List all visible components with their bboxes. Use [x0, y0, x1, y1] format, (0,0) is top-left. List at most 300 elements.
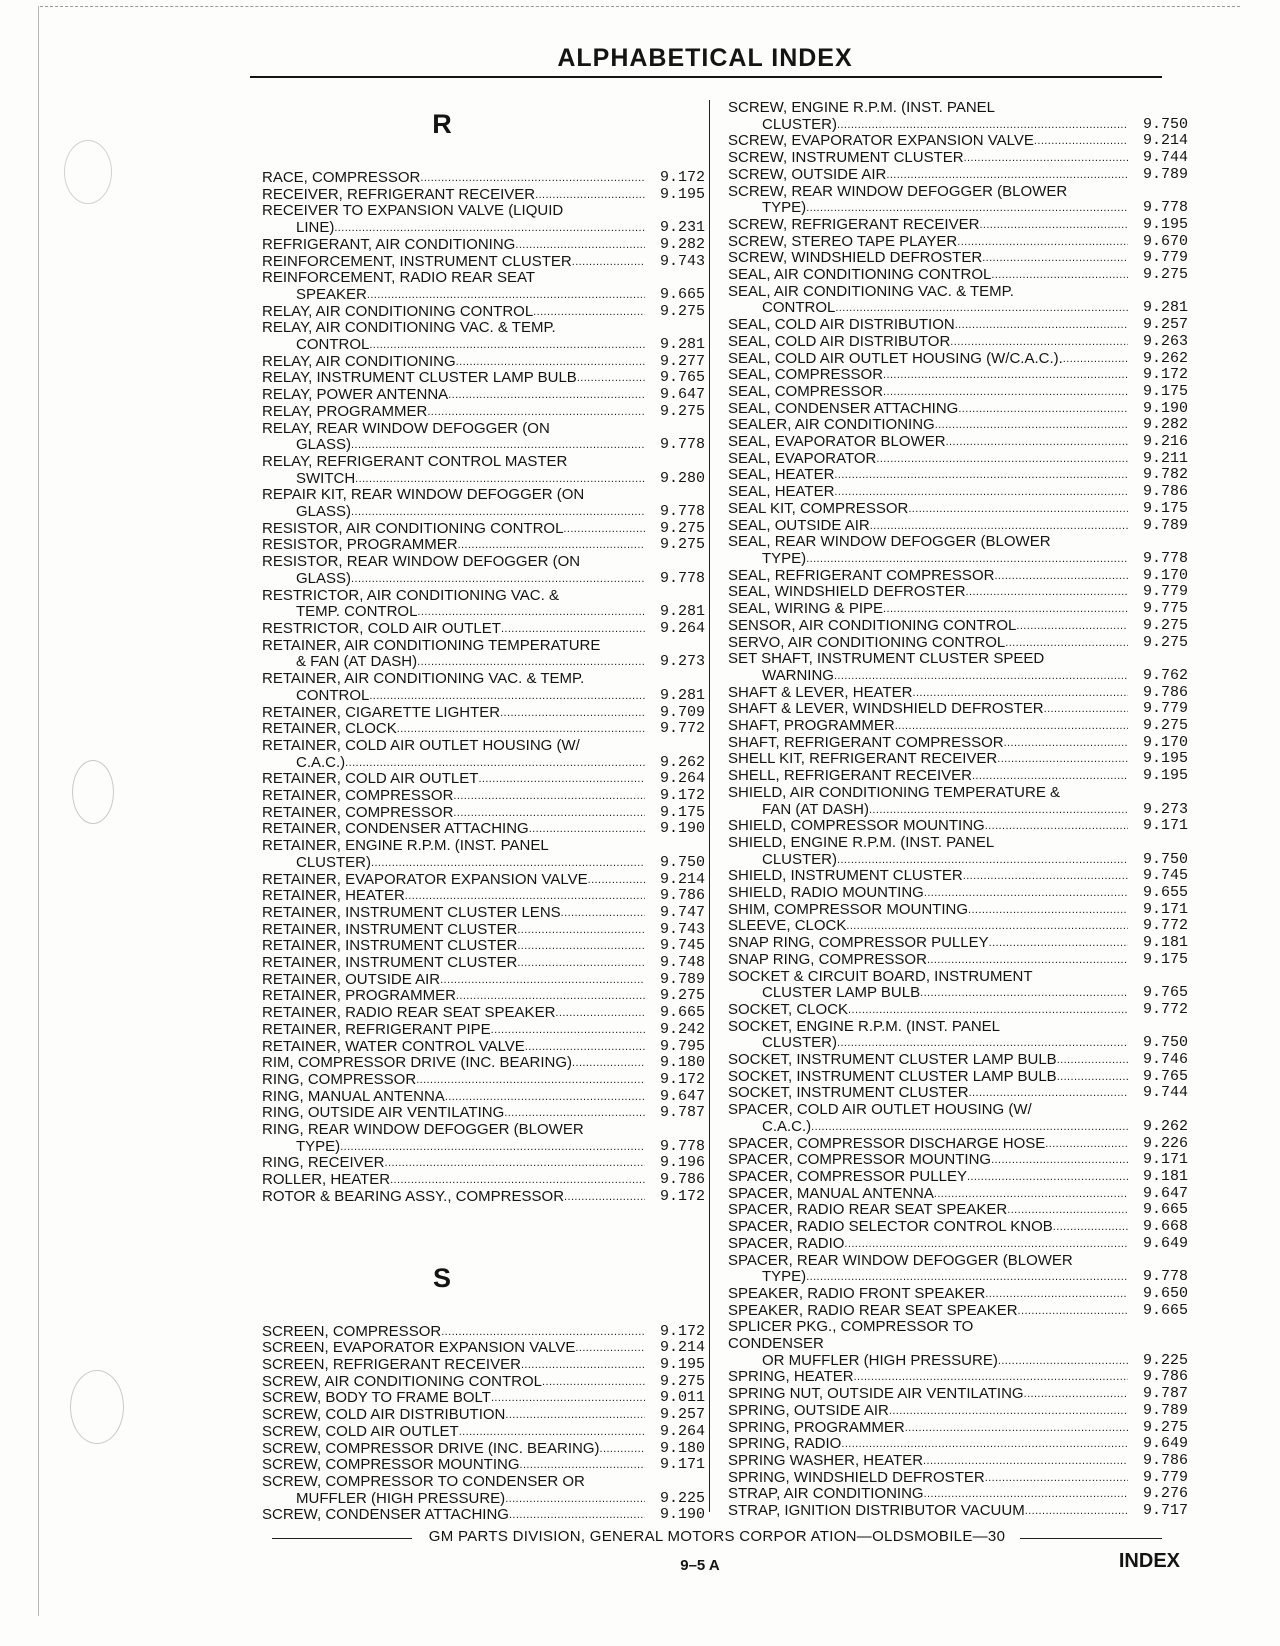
punch-hole-mark — [64, 140, 112, 204]
index-entry — [728, 1503, 1188, 1520]
entry-page: 9.275 — [1142, 1418, 1188, 1436]
index-entry — [262, 838, 705, 855]
entry-page: 9.655 — [1142, 884, 1188, 902]
index-entry — [728, 534, 1188, 551]
index-entry — [262, 972, 705, 989]
index-entry — [262, 370, 705, 387]
index-entry — [728, 668, 1188, 685]
index-entry — [262, 1340, 705, 1357]
dot-leader — [908, 501, 1128, 518]
entry-text: CLUSTER) — [296, 853, 372, 871]
index-entry — [262, 287, 705, 304]
entry-page: 9.786 — [1142, 1451, 1188, 1469]
entry-text: SCREW, CONDENSER ATTACHING — [262, 1506, 509, 1524]
entry-page: 9.779 — [1142, 1468, 1188, 1486]
dot-leader — [837, 852, 1128, 869]
index-entry — [262, 738, 705, 755]
index-entry — [728, 234, 1188, 251]
right-column — [728, 100, 1188, 1520]
left-column — [262, 100, 705, 1524]
dot-leader — [963, 868, 1128, 885]
entry-page: 9.665 — [659, 1004, 705, 1022]
entry-page: 9.195 — [1142, 767, 1188, 785]
entry-text: RETAINER, COMPRESSOR — [262, 787, 454, 805]
entry-spacer — [1014, 284, 1188, 301]
dot-leader — [334, 220, 645, 237]
dot-leader — [505, 1407, 645, 1424]
entry-text: SHELL, REFRIGERANT RECEIVER — [728, 767, 972, 785]
entry-text: SET SHAFT, INSTRUMENT CLUSTER SPEED — [728, 650, 1045, 668]
entry-text: RETAINER, REFRIGERANT PIPE — [262, 1020, 491, 1038]
index-entry — [728, 1353, 1188, 1370]
entry-page: 9.782 — [1142, 466, 1188, 484]
index-entry — [728, 284, 1188, 301]
index-entry — [728, 802, 1188, 819]
index-entry — [262, 621, 705, 638]
entry-page: 9.779 — [1142, 249, 1188, 267]
entry-text: SPRING WASHER, HEATER — [728, 1451, 924, 1469]
index-entry — [728, 618, 1188, 635]
entry-text: RING, OUTSIDE AIR VENTILATING — [262, 1104, 505, 1122]
dot-leader — [427, 404, 645, 421]
entry-text: SPACER, COMPRESSOR PULLEY — [728, 1168, 967, 1185]
index-entry — [728, 1369, 1188, 1386]
entry-page: 9.762 — [1142, 666, 1188, 684]
entry-text: SOCKET, INSTRUMENT CLUSTER LAMP BULB — [728, 1067, 1057, 1085]
index-entry — [262, 805, 705, 822]
dot-leader — [456, 988, 645, 1005]
entry-text: RELAY, AIR CONDITIONING — [262, 352, 456, 370]
dot-leader — [870, 518, 1128, 535]
index-entry — [262, 1139, 705, 1156]
entry-text: SNAP RING, COMPRESSOR — [728, 950, 927, 968]
index-entry — [262, 588, 705, 605]
index-entry — [728, 902, 1188, 919]
entry-text: RETAINER, COMPRESSOR — [262, 803, 454, 821]
entry-text: SPACER, COMPRESSOR DISCHARGE HOSE — [728, 1134, 1046, 1152]
entry-text: SCREW, ENGINE R.P.M. (INST. PANEL — [728, 99, 995, 116]
index-entry — [728, 584, 1188, 601]
entry-page: 9.709 — [659, 703, 705, 721]
entry-text: WARNING — [762, 666, 834, 684]
index-entry — [262, 1172, 705, 1189]
entry-text: SEAL, AIR CONDITIONING CONTROL — [728, 266, 992, 284]
entry-text: SEAL, CONDENSER ATTACHING — [728, 399, 959, 417]
dot-leader — [369, 337, 645, 354]
dot-leader — [1063, 351, 1128, 368]
entry-page: 9.750 — [1142, 850, 1188, 868]
dot-leader — [969, 1085, 1128, 1102]
entry-page: 9.196 — [659, 1154, 705, 1172]
entry-text: RING, RECEIVER — [262, 1154, 385, 1172]
index-entry — [728, 718, 1188, 735]
index-entry — [728, 918, 1188, 935]
entry-spacer — [1051, 534, 1188, 551]
index-entry — [728, 401, 1188, 418]
dot-leader — [806, 1269, 1128, 1286]
dot-leader — [340, 1139, 645, 1156]
dot-leader — [517, 922, 645, 939]
dot-leader — [458, 537, 645, 554]
index-entry — [262, 922, 705, 939]
dot-leader — [509, 1507, 645, 1524]
entry-text: SCREW, COLD AIR DISTRIBUTION — [262, 1406, 506, 1424]
entry-page: 9.262 — [1142, 1117, 1188, 1135]
dot-leader — [371, 855, 645, 872]
entry-page: 9.275 — [1142, 717, 1188, 735]
dot-leader — [417, 604, 645, 621]
index-entry — [728, 1486, 1188, 1503]
entry-page: 9.779 — [1142, 583, 1188, 601]
entry-page: 9.649 — [1142, 1435, 1188, 1453]
dot-leader — [500, 705, 645, 722]
entry-text: SCREW, COMPRESSOR DRIVE (INC. BEARING) — [262, 1439, 600, 1457]
entry-page: 9.225 — [659, 1489, 705, 1507]
index-entry — [262, 905, 705, 922]
entry-spacer — [584, 487, 705, 504]
dot-leader — [517, 938, 645, 955]
entry-page: 9.175 — [1142, 382, 1188, 400]
dot-leader — [416, 1072, 645, 1089]
index-entry — [262, 721, 705, 738]
dot-leader — [834, 484, 1128, 501]
index-entry — [262, 1474, 705, 1491]
entry-text: SCREW, BODY TO FRAME BOLT — [262, 1389, 491, 1407]
dot-leader — [535, 187, 645, 204]
entry-spacer — [1032, 969, 1188, 986]
index-entry — [728, 1219, 1188, 1236]
entry-page: 9.275 — [659, 1372, 705, 1390]
index-entry — [262, 1424, 705, 1441]
entry-page: 9.787 — [659, 1104, 705, 1122]
index-entry — [262, 638, 705, 655]
entry-text: REPAIR KIT, REAR WINDOW DEFOGGER (ON — [262, 486, 585, 504]
entry-text: C.A.C.) — [762, 1117, 812, 1135]
index-entry — [262, 304, 705, 321]
dot-leader — [520, 1457, 645, 1474]
entry-page: 9.263 — [1142, 332, 1188, 350]
entry-page: 9.744 — [1142, 149, 1188, 167]
entry-text: TYPE) — [296, 1137, 341, 1155]
dot-leader — [869, 802, 1128, 819]
index-entry — [262, 855, 705, 872]
entry-text: SOCKET, INSTRUMENT CLUSTER — [728, 1084, 969, 1102]
index-entry — [728, 200, 1188, 217]
index-entry — [262, 1155, 705, 1172]
dot-leader — [889, 1403, 1128, 1420]
index-entry — [262, 571, 705, 588]
entry-text: RECEIVER, REFRIGERANT RECEIVER — [262, 185, 536, 203]
entry-page: 9.778 — [659, 1137, 705, 1155]
entry-page: 9.264 — [659, 1422, 705, 1440]
entry-page: 9.276 — [1142, 1485, 1188, 1503]
entry-text: C.A.C.) — [296, 753, 346, 771]
dot-leader — [946, 434, 1128, 451]
index-entry — [262, 1039, 705, 1056]
index-entry — [728, 1102, 1188, 1119]
entry-text: SEAL, COMPRESSOR — [728, 382, 884, 400]
entry-text: RETAINER, ENGINE R.P.M. (INST. PANEL — [262, 837, 549, 855]
entry-text: SCREEN, COMPRESSOR — [262, 1322, 442, 1340]
entry-text: REFRIGERANT, AIR CONDITIONING — [262, 235, 516, 253]
index-entry — [728, 1035, 1188, 1052]
entry-page: 9.170 — [1142, 733, 1188, 751]
entry-spacer — [580, 738, 705, 755]
entry-text: SEAL, REFRIGERANT COMPRESSOR — [728, 566, 995, 584]
dot-leader — [982, 250, 1128, 267]
entry-page: 9.172 — [659, 787, 705, 805]
dot-leader — [985, 1470, 1128, 1487]
entry-page: 9.242 — [659, 1020, 705, 1038]
entry-text: SPRING, PROGRAMMER — [728, 1418, 905, 1436]
entry-page: 9.172 — [659, 1070, 705, 1088]
entry-page: 9.744 — [1142, 1084, 1188, 1102]
entry-page: 9.180 — [659, 1439, 705, 1457]
entry-spacer — [567, 454, 705, 471]
dot-leader — [886, 167, 1128, 184]
entry-page: 9.647 — [659, 1087, 705, 1105]
entry-text: RETAINER, COLD AIR OUTLET — [262, 770, 479, 788]
entry-page: 9.786 — [1142, 1368, 1188, 1386]
entry-page: 9.789 — [1142, 516, 1188, 534]
dot-leader — [994, 568, 1128, 585]
dot-leader — [958, 401, 1128, 418]
entry-page: 9.786 — [1142, 683, 1188, 701]
entry-page: 9.275 — [1142, 266, 1188, 284]
index-entry — [728, 735, 1188, 752]
entry-page: 9.195 — [1142, 215, 1188, 233]
page-number: 9–5 A — [680, 1557, 720, 1574]
entry-page: 9.216 — [1142, 433, 1188, 451]
entry-text: CONTROL — [762, 299, 836, 317]
index-entry — [728, 1286, 1188, 1303]
entry-text: RING, MANUAL ANTENNA — [262, 1087, 445, 1105]
entry-page: 9.171 — [1142, 817, 1188, 835]
index-entry — [728, 1085, 1188, 1102]
footer-publisher: GM PARTS DIVISION, GENERAL MOTORS CORPOR ATION—OLDSMOBILE—30 — [428, 1528, 1006, 1545]
entry-text: SPACER, COMPRESSOR MOUNTING — [728, 1151, 992, 1169]
index-entry — [262, 1324, 705, 1341]
entry-page: 9.275 — [659, 987, 705, 1005]
entry-text: & FAN (AT DASH) — [296, 653, 418, 671]
punch-hole-mark — [70, 1370, 124, 1444]
entry-text: SHAFT & LEVER, WINDSHIELD DEFROSTER — [728, 700, 1044, 718]
index-entry — [262, 170, 705, 187]
index-entry — [262, 1055, 705, 1072]
index-entry — [728, 351, 1188, 368]
entry-page: 9.789 — [1142, 165, 1188, 183]
index-entry — [262, 1457, 705, 1474]
index-entry — [728, 651, 1188, 668]
dot-leader — [923, 1453, 1128, 1470]
dot-leader — [1024, 1386, 1128, 1403]
entry-spacer — [580, 554, 705, 571]
entry-page: 9.171 — [1142, 900, 1188, 918]
entry-text: CLUSTER) — [762, 1034, 838, 1052]
entry-page: 9.275 — [659, 536, 705, 554]
index-entry — [262, 1005, 705, 1022]
scan-left-edge — [38, 6, 39, 1616]
dot-leader — [390, 1172, 645, 1189]
index-entry — [262, 1374, 705, 1391]
entry-text: CONTROL — [296, 686, 370, 704]
entry-text: RESISTOR, PROGRAMMER — [262, 536, 458, 554]
entry-text: FAN (AT DASH) — [762, 800, 869, 818]
entry-page: 9.171 — [659, 1456, 705, 1474]
entry-page: 9.231 — [659, 219, 705, 237]
index-entry — [262, 604, 705, 621]
index-entry — [728, 1403, 1188, 1420]
index-entry — [728, 384, 1188, 401]
index-entry — [728, 184, 1188, 201]
index-entry — [728, 952, 1188, 969]
dot-leader — [525, 1039, 645, 1056]
dot-leader — [417, 654, 645, 671]
index-entry — [262, 220, 705, 237]
entry-text: RING, REAR WINDOW DEFOGGER (BLOWER — [262, 1121, 584, 1139]
dot-leader — [834, 467, 1128, 484]
dot-leader — [985, 818, 1128, 835]
index-entry — [262, 1072, 705, 1089]
entry-text: SEAL, HEATER — [728, 466, 835, 484]
index-entry — [262, 1441, 705, 1458]
index-entry — [728, 1052, 1188, 1069]
dot-leader — [397, 721, 645, 738]
entry-page: 9.275 — [659, 519, 705, 537]
entry-text: SPEAKER — [296, 285, 367, 303]
dot-leader — [420, 170, 645, 187]
entry-page: 9.275 — [1142, 616, 1188, 634]
entry-page: 9.011 — [659, 1389, 705, 1407]
index-entry — [728, 969, 1188, 986]
entry-text: SERVO, AIR CONDITIONING CONTROL — [728, 633, 1006, 651]
entry-text: RETAINER, INSTRUMENT CLUSTER — [262, 954, 518, 972]
entry-text: SEAL, COLD AIR DISTRIBUTOR — [728, 332, 951, 350]
entry-spacer — [1044, 651, 1188, 668]
dot-leader — [1025, 1503, 1128, 1520]
index-entry — [262, 938, 705, 955]
entry-page: 9.262 — [659, 753, 705, 771]
entry-page: 9.273 — [1142, 800, 1188, 818]
index-entry — [728, 334, 1188, 351]
entry-text: TEMP. CONTROL — [296, 603, 418, 621]
entry-text: RETAINER, INSTRUMENT CLUSTER LENS — [262, 903, 561, 921]
index-entry — [728, 1119, 1188, 1136]
entry-text: SCREW, AIR CONDITIONING CONTROL — [262, 1372, 543, 1390]
entry-text: TYPE) — [762, 199, 807, 217]
entry-text: SCREW, WINDSHIELD DEFROSTER — [728, 249, 983, 267]
entry-page: 9.262 — [1142, 349, 1188, 367]
entry-page: 9.273 — [659, 653, 705, 671]
index-entry — [262, 988, 705, 1005]
dot-leader — [575, 1340, 645, 1357]
entry-text: ROTOR & BEARING ASSY., COMPRESSOR — [262, 1187, 565, 1205]
entry-page: 9.277 — [659, 352, 705, 370]
dot-leader — [841, 1436, 1128, 1453]
entry-page: 9.172 — [659, 1322, 705, 1340]
entry-page: 9.750 — [1142, 115, 1188, 133]
index-entry — [262, 888, 705, 905]
index-entry — [728, 1470, 1188, 1487]
dot-leader — [1057, 1069, 1128, 1086]
index-entry — [728, 1453, 1188, 1470]
dot-leader — [883, 601, 1128, 618]
dot-leader — [572, 1055, 645, 1072]
dot-leader — [957, 234, 1128, 251]
dot-leader — [848, 1002, 1128, 1019]
entry-text: RETAINER, OUTSIDE AIR — [262, 970, 441, 988]
index-entry — [728, 417, 1188, 434]
entry-text: RETAINER, RADIO REAR SEAT SPEAKER — [262, 1004, 556, 1022]
entry-page: 9.650 — [1142, 1284, 1188, 1302]
entry-text: TYPE) — [762, 1268, 807, 1286]
index-entry — [262, 487, 705, 504]
entry-page: 9.743 — [659, 920, 705, 938]
dot-leader — [1053, 1219, 1128, 1236]
section-gap — [262, 1206, 705, 1254]
entry-text: STRAP, IGNITION DISTRIBUTOR VACUUM — [728, 1502, 1025, 1520]
index-entry — [728, 818, 1188, 835]
dot-leader — [572, 254, 645, 271]
dot-leader — [966, 584, 1128, 601]
index-entry — [728, 635, 1188, 652]
index-entry — [262, 788, 705, 805]
entry-page: 9.257 — [659, 1406, 705, 1424]
entry-page: 9.772 — [659, 720, 705, 738]
index-entry — [728, 484, 1188, 501]
entry-page: 9.670 — [1142, 232, 1188, 250]
dot-leader — [351, 437, 645, 454]
entry-text: SCREEN, EVAPORATOR EXPANSION VALVE — [262, 1339, 576, 1357]
dot-leader — [453, 788, 645, 805]
entry-text: SEALER, AIR CONDITIONING — [728, 416, 935, 434]
entry-page: 9.786 — [659, 1171, 705, 1189]
entry-page: 9.281 — [659, 686, 705, 704]
dot-leader — [935, 417, 1128, 434]
dot-leader — [505, 1491, 645, 1508]
entry-text: SPACER, RADIO REAR SEAT SPEAKER — [728, 1201, 1008, 1219]
entry-text: SHELL KIT, REFRIGERANT RECEIVER — [728, 750, 998, 768]
entry-text: SPEAKER, RADIO REAR SEAT SPEAKER — [728, 1301, 1018, 1319]
entry-page: 9.765 — [1142, 984, 1188, 1002]
entry-spacer — [1000, 1019, 1188, 1036]
index-entry — [262, 270, 705, 287]
entry-page: 9.779 — [1142, 700, 1188, 718]
index-entry — [728, 250, 1188, 267]
dot-leader — [561, 905, 645, 922]
entry-text: SCREW, COLD AIR OUTLET — [262, 1422, 459, 1440]
dot-leader — [920, 985, 1128, 1002]
dot-leader — [453, 805, 645, 822]
index-entry — [728, 300, 1188, 317]
entry-text: RESTRICTOR, AIR CONDITIONING VAC. & — [262, 586, 559, 604]
entry-page: 9.281 — [1142, 299, 1188, 317]
dot-leader — [989, 935, 1128, 952]
dot-leader — [459, 1424, 645, 1441]
dot-leader — [1057, 1052, 1128, 1069]
dot-leader — [600, 1441, 645, 1458]
entry-page: 9.281 — [659, 603, 705, 621]
entry-text: SHAFT, PROGRAMMER — [728, 717, 895, 735]
index-entry — [728, 768, 1188, 785]
index-entry — [262, 1407, 705, 1424]
entry-spacer — [1060, 785, 1188, 802]
entry-text: SEAL, OUTSIDE AIR — [728, 516, 870, 534]
entry-text: SWITCH — [296, 469, 356, 487]
index-entry — [728, 1069, 1188, 1086]
dot-leader — [985, 1286, 1128, 1303]
dot-leader — [405, 888, 645, 905]
